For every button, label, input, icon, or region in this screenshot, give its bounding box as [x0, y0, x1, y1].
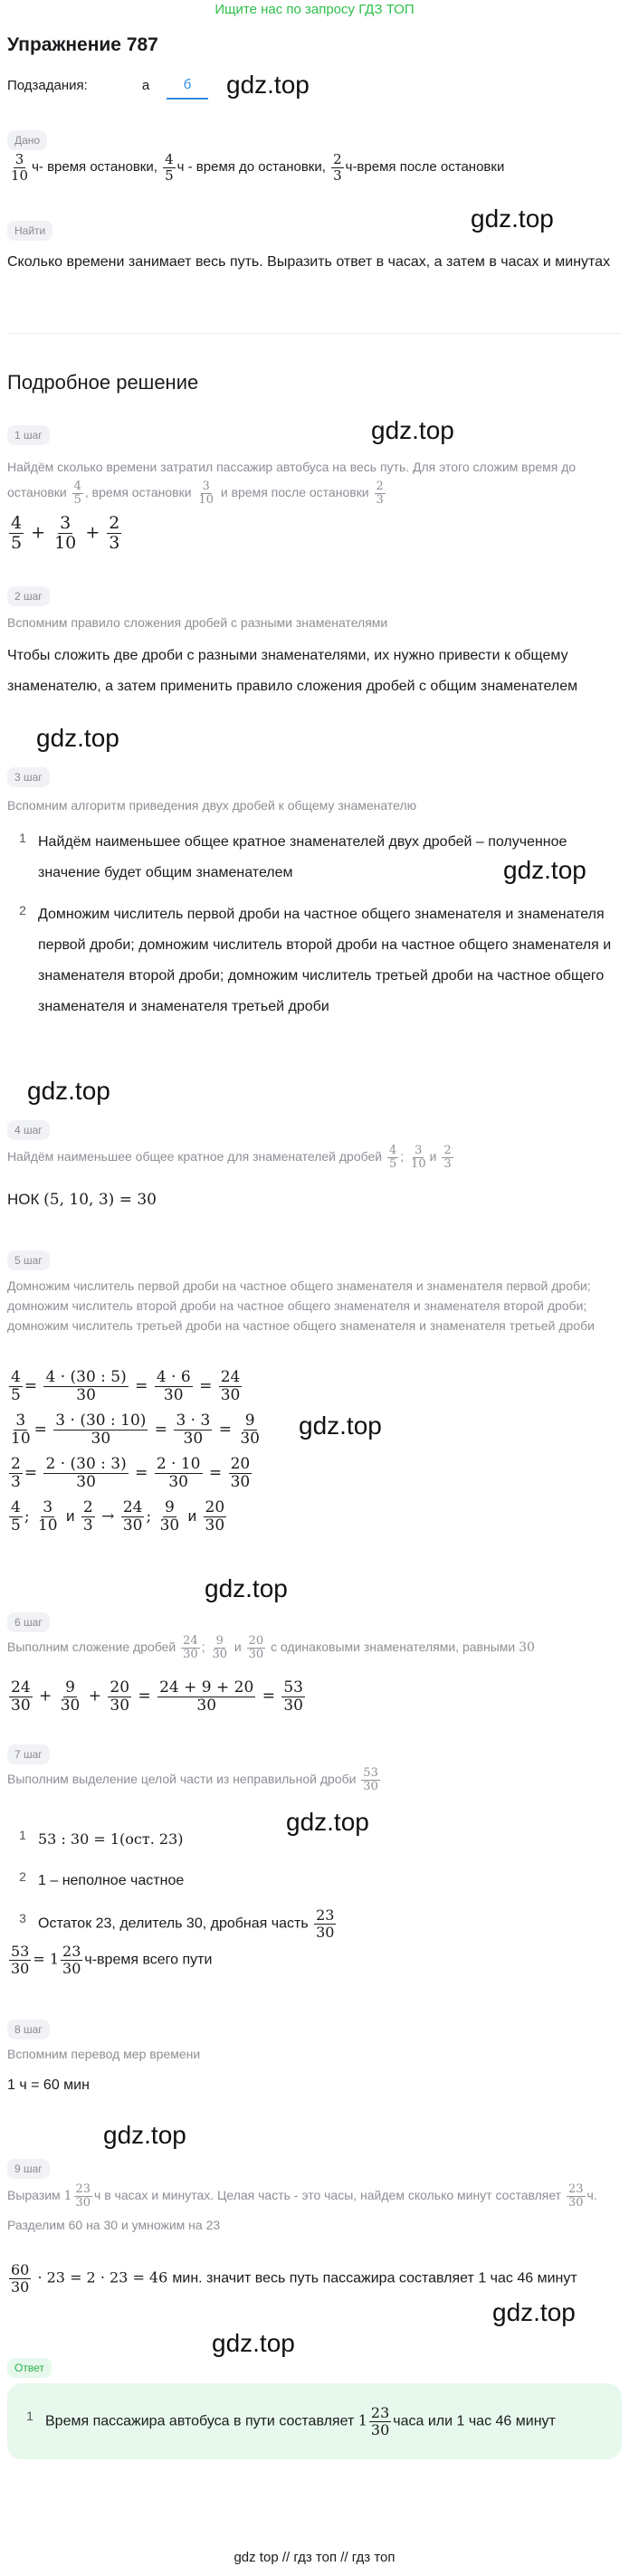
watermark: gdz.top: [27, 1077, 110, 1105]
step-9-tag: 9 шаг: [7, 2159, 50, 2179]
step-2-grey: Вспомним правило сложения дробей с разными знаменателями: [7, 615, 388, 630]
watermark: gdz.top: [492, 2298, 576, 2326]
page-title: Упражнение 787: [7, 34, 158, 55]
watermark: gdz.top: [205, 1574, 288, 1602]
step-3-grey: Вспомним алгоритм приведения двух дробей к общему знаменателю: [7, 798, 417, 813]
step-8-grey: Вспомним перевод мер времени: [7, 2047, 201, 2061]
find-text: Сколько времени занимает весь путь. Выразить ответ в часах, а затем в часах и минутах: [7, 254, 611, 270]
step-4-tag: 4 шаг: [7, 1120, 50, 1140]
step-1-text: Найдём сколько времени затратил пассажир автобуса на весь путь. Для этого сложим время до остановки $\frac{4}{5}$ , время остановки $\frac{3}{10}$ и время после остановки $\frac{2}{3}$: [7, 460, 577, 507]
watermark: gdz.top: [103, 2121, 186, 2149]
step-6-grey: Выполним сложение дробей $\frac{24}{30}$ ; $\frac{9}{30}$ и $\frac{20}{30}$ с одинаковыми знаменателями, равными 30: [7, 1633, 535, 1661]
watermark: gdz.top: [371, 416, 454, 444]
step-5-tag: 5 шаг: [7, 1250, 50, 1270]
step-4-nok: НОК (5, 10, 3) = 30: [7, 1191, 157, 1209]
answer-box: [7, 2383, 622, 2459]
step-8-text: 1 ч = 60 мин: [7, 2077, 90, 2093]
solution-heading: Подробное решение: [7, 371, 199, 394]
watermark: gdz.top: [212, 2329, 295, 2357]
list-item: 1 Найдём наименьшее общее кратное знаменателей двух дробей – полученное значение будет общим знаменателем: [19, 831, 567, 880]
given-tag: Дано: [7, 130, 47, 150]
list-item: 1 Время пассажира автобуса в пути составляет 1 $\frac{23}{30}$ часа или 1 час 46 минут: [26, 2404, 556, 2438]
answer-tag: Ответ: [7, 2358, 52, 2378]
divider: [7, 333, 622, 334]
footer-links[interactable]: gdz top // гдз топ // гдз топ: [233, 2550, 396, 2565]
given-text: $\frac{3}{10}$ ч- время остановки, $\frac{4}{5}$ ч - время до остановки, $\frac{2}{3}$ ч-время после остановки: [11, 151, 505, 184]
list-item: 3 Остаток 23, делитель 30, дробная часть $\frac{23}{30}$: [19, 1906, 335, 1941]
step-2-tag: 2 шаг: [7, 586, 50, 606]
subtasks-bar: [0, 65, 629, 105]
top-link[interactable]: Ищите нас по запросу ГДЗ ТОП: [214, 2, 415, 17]
step-6-tag: 6 шаг: [7, 1612, 50, 1632]
step-7-result: $\frac{53}{30}$ = 1 $\frac{23}{30}$ ч-время всего пути: [11, 1943, 213, 1977]
step-7-tag: 7 шаг: [7, 1744, 50, 1764]
list-item: 1 53 : 30 = 1(ост. 23): [19, 1828, 184, 1848]
step-1-tag: 1 шаг: [7, 425, 50, 445]
subtasks-label: Подзадания:: [7, 77, 88, 93]
step-4-grey: Найдём наименьшее общее кратное для знаменателей дробей $\frac{4}{5}$ ; $\frac{3}{10}$ и $\frac{2}{3}$: [7, 1143, 452, 1171]
step-5-grey: Домножим числитель первой дроби на частное общего знаменателя и знаменателя первой дроби; домножим числитель второй дроби на частное общего знаменателя и знаменателя второй дроби; домножим числитель третьей дроби на частное общего знаменателя и знаменателя третьей дроби: [7, 1278, 595, 1333]
step-5-formulas: $\frac{4}{5}$ = $\frac{4 \cdot (30 : 5)}{30}$ = $\frac{4 \cdot 6}{30}$ = $\frac{24}{30}$ $\frac{3}{10}$ = $\frac{3 \cdot (30 : 10)}{30}$ = $\frac{3 \cdot 3}{30}$ = $\frac{9}{30}$ $\frac{2}{3}$ = $\frac{2 \cdot (30 : 3)}{30}$ = $\frac{2 \cdot 10}{30}$ = $\frac{20}{30}$ $\frac{4}{5}$ ; $\frac{3}{10}$ и $\frac{2}{3}$ → $\frac{24}{30}$ ; $\frac{9}{30}$ и $\frac{20}{30}$: [11, 1368, 260, 1535]
watermark: gdz.top: [36, 724, 119, 752]
step-2-text: Чтобы сложить две дроби с разными знаменателями, их нужно привести к общему знаменателю, а затем применить правило сложения дробей с общим знаменателем: [7, 648, 578, 694]
subtask-b[interactable]: б: [167, 71, 208, 100]
watermark: gdz.top: [226, 71, 310, 99]
step-3-tag: 3 шаг: [7, 767, 50, 787]
watermark: gdz.top: [299, 1412, 382, 1440]
list-item: 2 Домножим числитель первой дроби на частное общего знаменателя и знаменателя первой дроби; домножим числитель второй дроби на частное общего знаменателя и знаменателя второй дроби; домножим числитель третьей дроби на частное общего знаменателя и знаменателя третьей дроби: [19, 903, 612, 1014]
step-7-grey: Выполним выделение целой части из неправильной дроби $\frac{53}{30}$: [7, 1765, 378, 1793]
watermark: gdz.top: [471, 204, 554, 233]
step-8-tag: 8 шаг: [7, 2020, 50, 2039]
watermark: gdz.top: [286, 1808, 369, 1836]
watermark: gdz.top: [503, 856, 586, 884]
subtask-a[interactable]: а: [141, 77, 150, 93]
step-9-result: $\frac{60}{30}$ · 23 = 2 · 23 = 46 мин. значит весь путь пассажира составляет 1 час 46 минут: [11, 2261, 577, 2296]
step-1-formula: $\frac{4}{5}$ + $\frac{3}{10}$ + $\frac{2}{3}$: [11, 513, 120, 553]
step-9-grey: Выразим 1 $\frac{23}{30}$ ч в часах и минутах. Целая часть - это часы, найдем сколько минут составляет $\frac{23}{30}$ ч. Разделим 60 на 30 и умножим на 23: [7, 2182, 597, 2232]
list-item: 2 1 – неполное частное: [19, 1869, 185, 1888]
step-6-formula: $\frac{24}{30}$ + $\frac{9}{30}$ + $\frac{20}{30}$ = $\frac{24 + 9 + 20}{30}$ = $\frac{53}{30}$: [11, 1678, 303, 1715]
find-tag: Найти: [7, 221, 52, 241]
